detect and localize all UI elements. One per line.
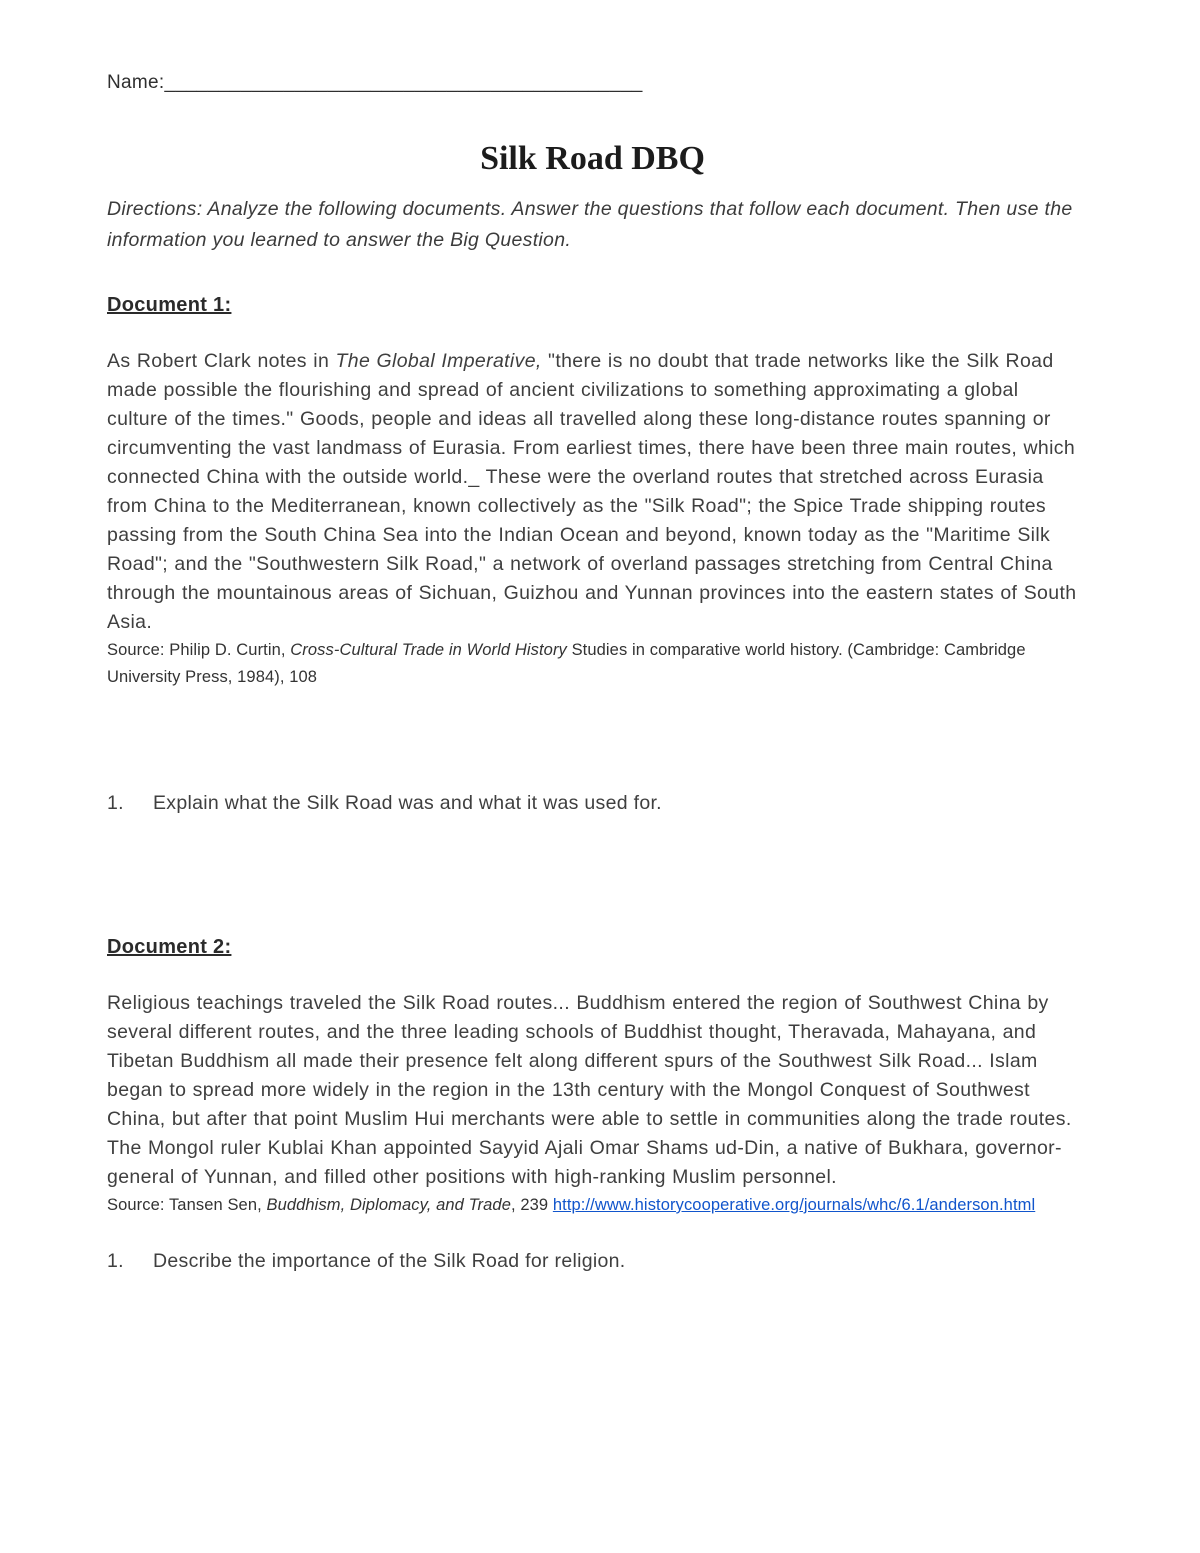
document1-heading: Document 1: [107, 294, 232, 316]
italic-text-run: Buddhism, Diplomacy, and Trade [266, 1196, 511, 1214]
question-text: Describe the importance of the Silk Road for religion. [153, 1250, 626, 1272]
document2-source [107, 1192, 1078, 1219]
source-link[interactable]: http://www.historycooperative.org/journals/whc/6.1/anderson.html [552, 1196, 1036, 1214]
name-blank-line: Name:____________________________________________ [107, 72, 643, 93]
page-title: Silk Road DBQ [480, 140, 705, 177]
document1-body [107, 347, 1078, 637]
text-run: As Robert Clark notes in [107, 350, 336, 372]
document2-section [107, 936, 1078, 959]
document1-question [107, 789, 1078, 818]
italic-text-run: Cross-Cultural Trade in World History [290, 641, 567, 659]
text-run: Studies in comparative world history. (Cambridge: Cambridge University Press, 1984), 108 [107, 641, 1026, 686]
question-number: 1. [107, 1250, 124, 1272]
document1-source [107, 637, 1078, 691]
text-run: "there is no doubt that trade networks like the Silk Road made possible the flourishing and spread of ancient civilizations to something approximating a global culture of the times." Goods, people and ideas all travelled along these long-distance routes spanning or circumventing the vast landmass of Eurasia. From earliest times, there have been three main routes, which connected China with the outside world._ These were the overland routes that stretched across Eurasia from China to the Mediterranean, known collectively as the "Silk Road"; the Spice Trade shipping routes passing from the South China Sea into the Indian Ocean and beyond, known today as the "Maritime Silk Road"; and the "Southwestern Silk Road," a network of overland passages stretching from Central China through the mountainous areas of Sichuan, Guizhou and Yunnan provinces into the eastern states of South Asia. [107, 350, 1077, 633]
italic-text-run: The Global Imperative, [335, 350, 542, 372]
document2-question [107, 1247, 1078, 1276]
document1-section [107, 294, 1078, 317]
text-run: Source: Philip D. Curtin, [107, 641, 291, 659]
text-run: Source: Tansen Sen, [107, 1196, 267, 1214]
document2-heading: Document 2: [107, 936, 232, 958]
question-text: Explain what the Silk Road was and what it was used for. [153, 792, 662, 814]
document2-body [107, 989, 1078, 1192]
text-run: , 239 [510, 1196, 553, 1214]
question-number: 1. [107, 792, 124, 814]
text-run: Religious teachings traveled the Silk Road routes... Buddhism entered the region of Southwest China by several different routes, and the three leading schools of Buddhist thought, Theravada, Mahayana, and Tibetan Buddhism all made their presence felt along different spurs of the Southwest Silk Road... Islam began to spread more widely in the region in the 13th century with the Mongol Conquest of Southwest China, but after that point Muslim Hui merchants were able to settle in communities along the trade routes. The Mongol ruler Kublai Khan appointed Sayyid Ajali Omar Shams ud-Din, a native of Bukhara, governor-general of Yunnan, and filled other positions with high-ranking Muslim personnel. [107, 992, 1072, 1188]
directions-text: Directions: Analyze the following documents. Answer the questions that follow each document. Then use the information you learned to answer the Big Question. [107, 198, 1073, 251]
